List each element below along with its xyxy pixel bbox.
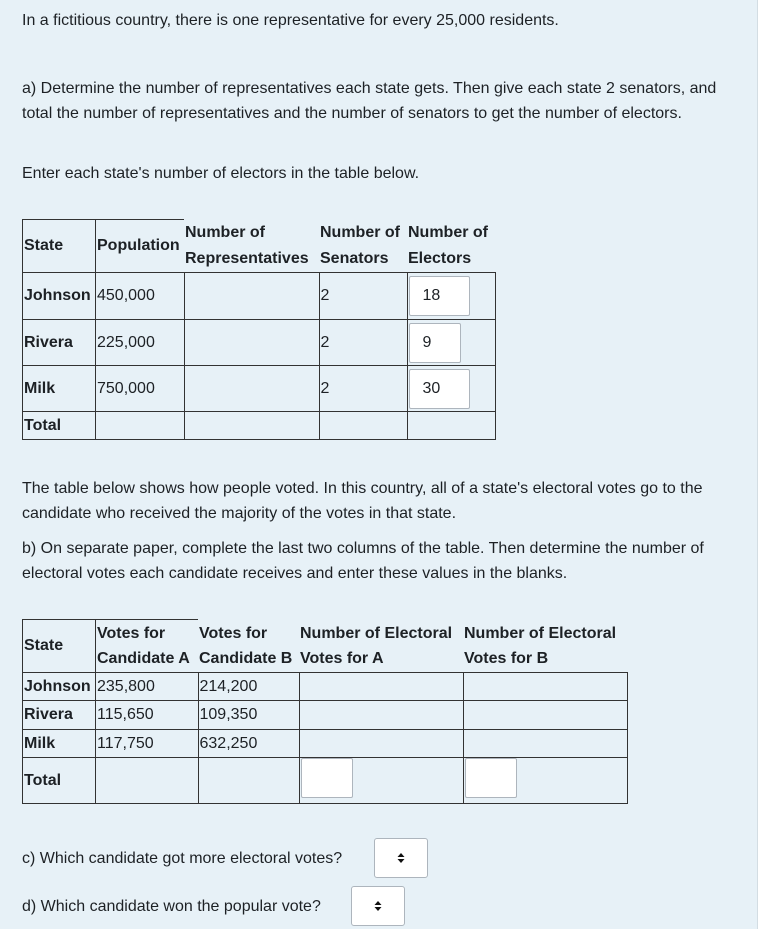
row-state: Rivera <box>23 320 96 366</box>
row-senators: 2 <box>319 320 407 366</box>
part-a-instruction: a) Determine the number of representatives each state gets. Then give each state 2 senators, and total the number of representatives and the number of senators to get the number of electors. <box>22 80 717 122</box>
row-votes-b: 109,350 <box>198 701 299 730</box>
header-electoral-b: Number of Electoral Votes for B <box>464 624 617 667</box>
representatives-cell <box>184 366 319 412</box>
part-c-select[interactable] <box>374 838 428 878</box>
row-population: 750,000 <box>96 366 185 412</box>
total-electoral-b-input[interactable] <box>465 758 517 798</box>
header-electors: Number of Electors <box>408 223 488 267</box>
electors-cell <box>407 366 495 412</box>
select-arrows-icon <box>375 839 427 877</box>
representatives-cell <box>184 273 319 320</box>
table-row-total <box>23 412 496 440</box>
electors-input[interactable]: 9 <box>409 323 461 363</box>
votes-table <box>22 619 628 804</box>
table-row <box>23 273 496 320</box>
part-b-instruction: b) On separate paper, complete the last two columns of the table. Then determine the number of electoral votes each candidate receives and enter these values in the blanks. <box>22 540 704 582</box>
table-row <box>23 701 628 730</box>
part-a-prompt: Enter each state's number of electors in the table below. <box>22 165 420 182</box>
row-votes-b: 214,200 <box>198 673 299 701</box>
select-arrows-icon <box>352 887 404 925</box>
row-population: 450,000 <box>96 273 185 320</box>
part-d-question: d) Which candidate won the popular vote? <box>22 898 321 915</box>
part-c-question: c) Which candidate got more electoral votes? <box>22 850 343 867</box>
voting-description: The table below shows how people voted. In this country, all of a state's electoral votes go to the candidate who received the majority of the votes in that state. <box>22 480 703 522</box>
header-electoral-a: Number of Electoral Votes for A <box>300 624 453 667</box>
part-d-select[interactable] <box>351 886 405 926</box>
table-row <box>23 366 496 412</box>
electors-input[interactable]: 18 <box>409 276 470 316</box>
header-votes-b: Votes for Candidate B <box>199 624 293 667</box>
electors-cell <box>407 320 495 366</box>
header-votes-a: Votes for Candidate A <box>96 620 199 673</box>
header-population: Population <box>96 220 185 273</box>
electors-cell <box>407 273 495 320</box>
table-row-total <box>23 758 628 804</box>
row-population: 225,000 <box>96 320 185 366</box>
row-votes-a: 117,750 <box>96 730 199 758</box>
header-state: State <box>23 220 96 273</box>
table-row <box>23 730 628 758</box>
row-total-label: Total <box>23 758 96 804</box>
row-state: Rivera <box>23 701 96 730</box>
representatives-cell <box>184 320 319 366</box>
total-electoral-a-input[interactable] <box>301 758 353 798</box>
table-row <box>23 673 628 701</box>
header-senators: Number of Senators <box>320 223 400 267</box>
row-state: Johnson <box>23 273 96 320</box>
table-row <box>23 320 496 366</box>
row-total-label: Total <box>23 412 96 440</box>
row-state: Milk <box>23 366 96 412</box>
row-votes-b: 632,250 <box>198 730 299 758</box>
header-representatives: Number of Representatives <box>185 223 309 267</box>
header-state: State <box>23 620 96 673</box>
electors-input[interactable]: 30 <box>409 369 470 409</box>
row-votes-a: 235,800 <box>96 673 199 701</box>
intro-text: In a fictitious country, there is one representative for every 25,000 residents. <box>22 12 559 29</box>
row-state: Milk <box>23 730 96 758</box>
row-state: Johnson <box>23 673 96 701</box>
electors-table <box>22 219 496 440</box>
row-senators: 2 <box>319 273 407 320</box>
row-senators: 2 <box>319 366 407 412</box>
row-votes-a: 115,650 <box>96 701 199 730</box>
